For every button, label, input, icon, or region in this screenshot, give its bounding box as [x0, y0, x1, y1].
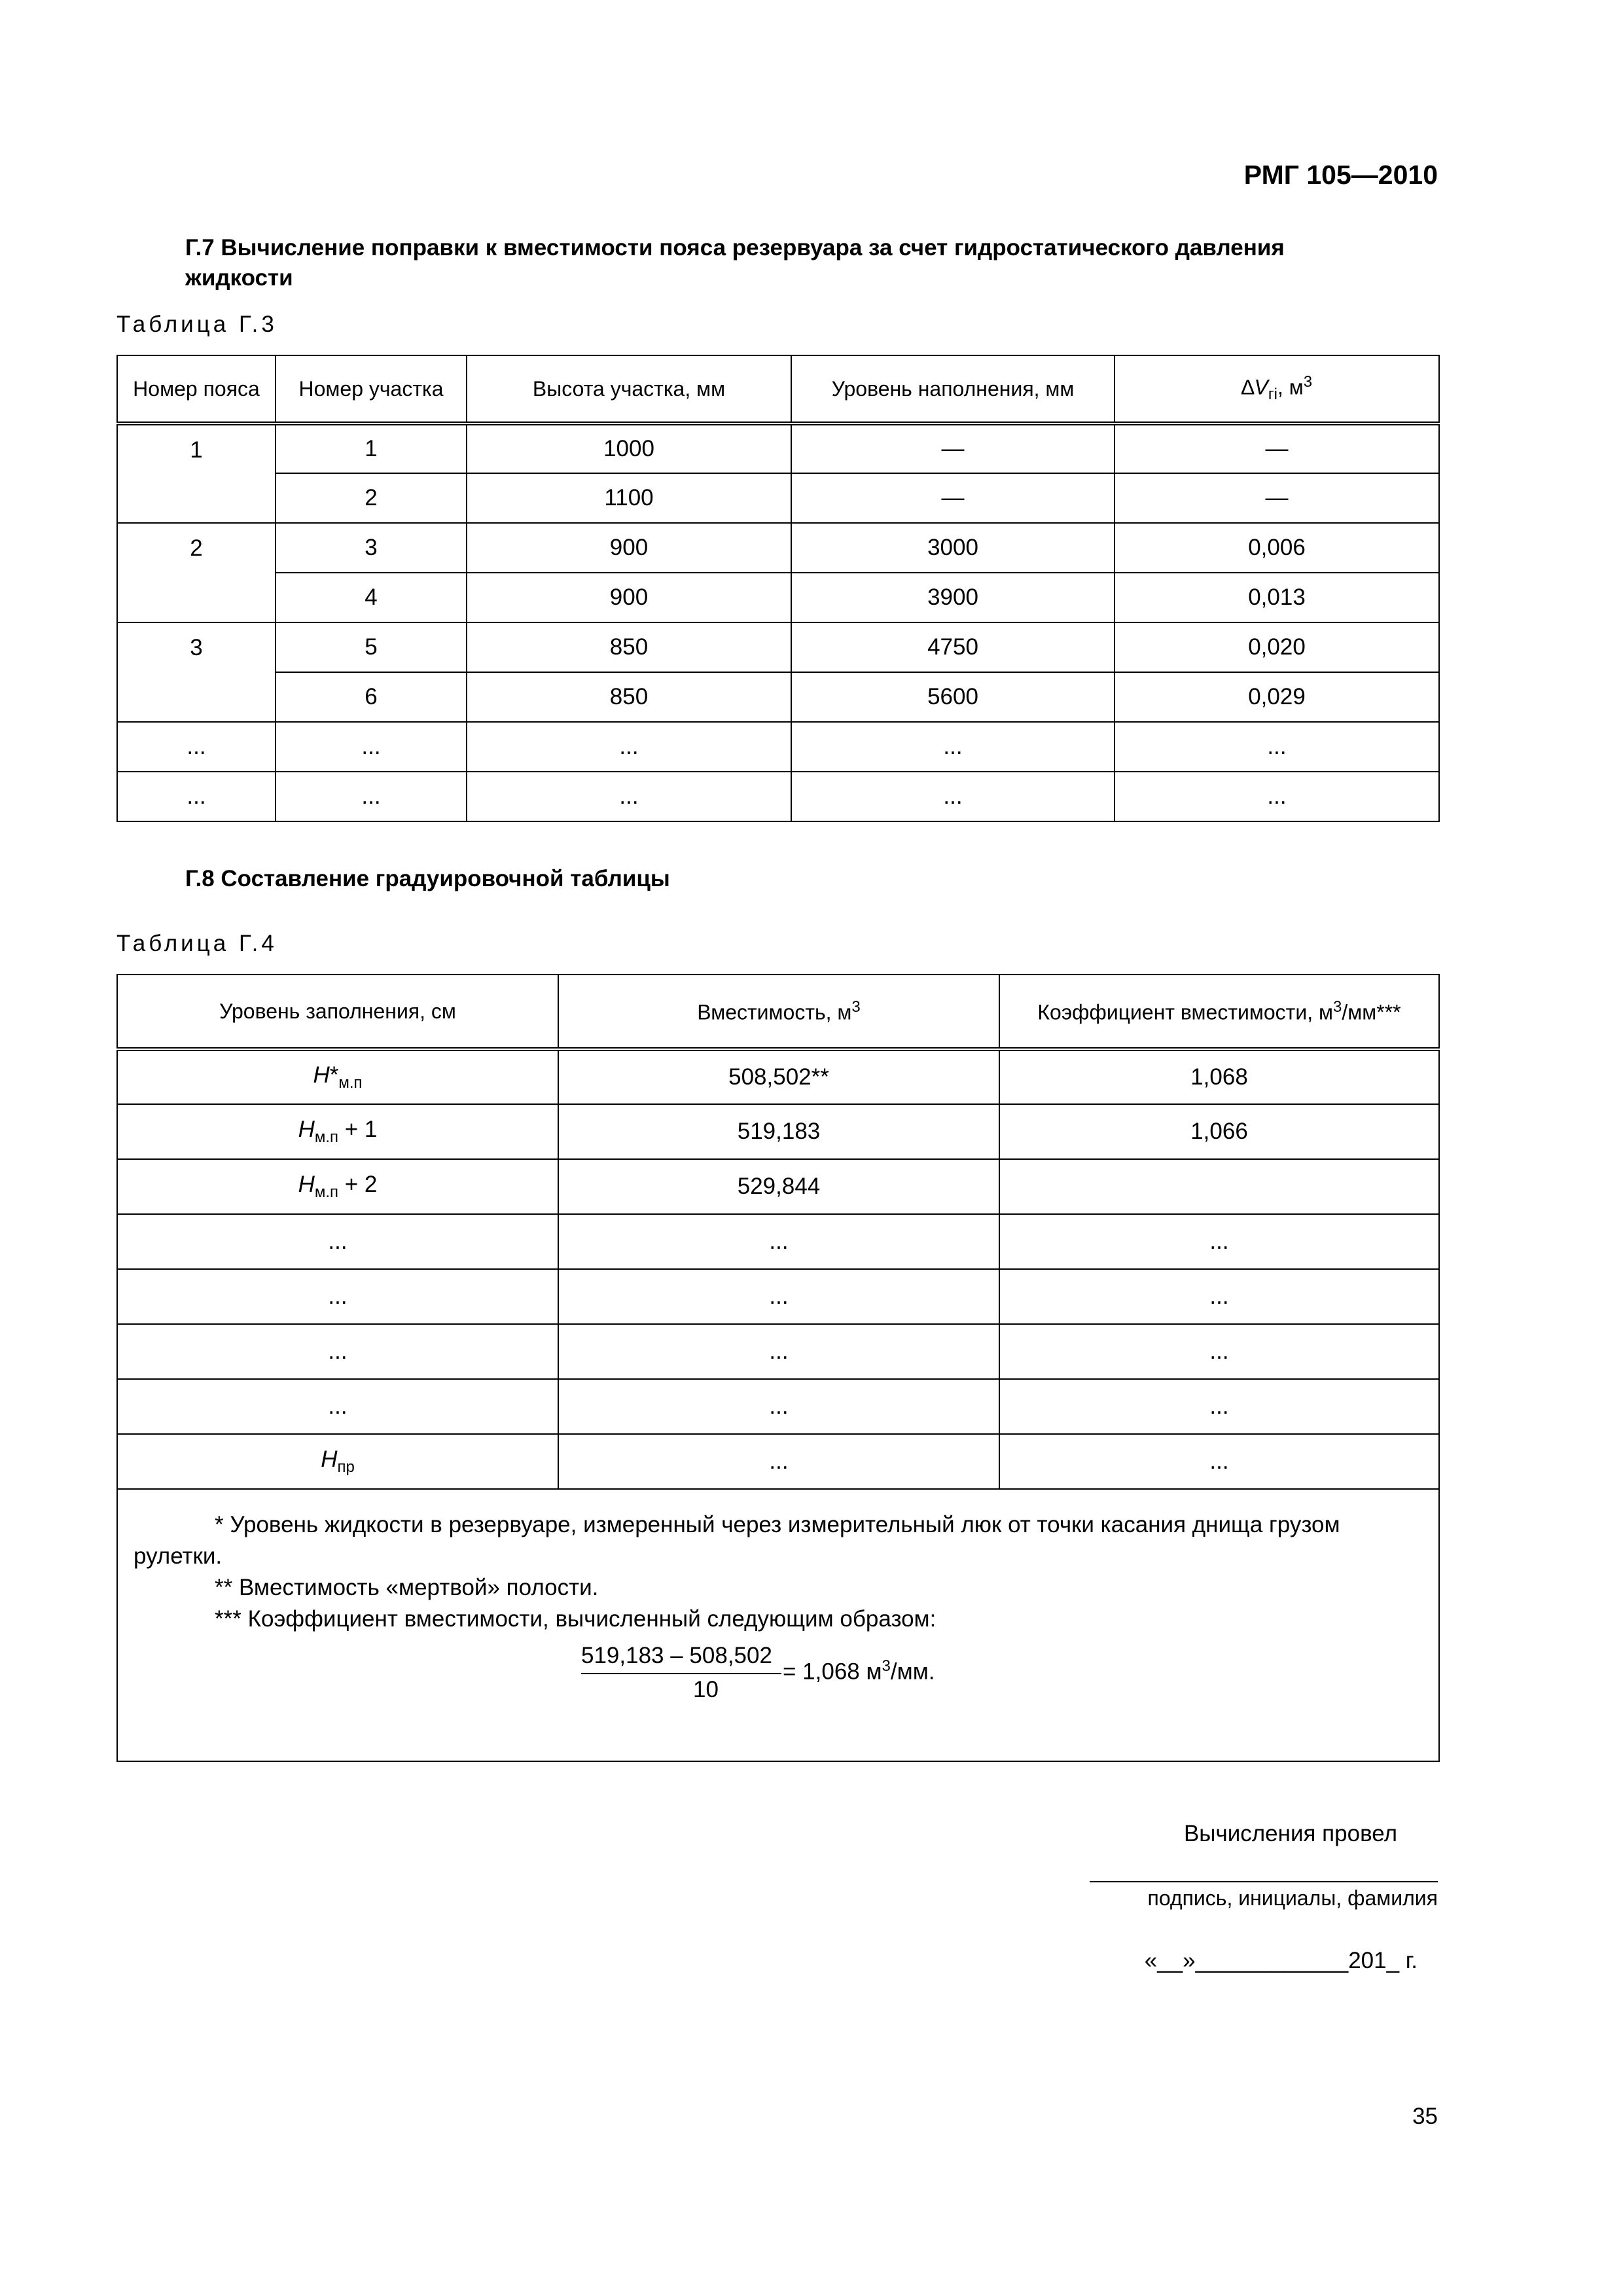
table-row: [117, 523, 1439, 573]
g3-section-cell: 4: [276, 573, 467, 622]
g3-delta-cell: ...: [1115, 722, 1439, 772]
g3-height-cell: ...: [467, 722, 791, 772]
g4-capacity-cell: ...: [558, 1324, 999, 1379]
g4-capacity-cell: ...: [558, 1269, 999, 1324]
g4-level-cell: $H*_{м.п}$: [117, 1049, 558, 1104]
g3-delta-cell: 0,029: [1115, 672, 1439, 722]
g4-capacity-cell: ...: [558, 1434, 999, 1489]
g3-level-cell: —: [791, 473, 1115, 523]
g4-coef-cell: 1,068: [999, 1049, 1439, 1104]
computed-by-label: Вычисления провел: [1183, 1821, 1397, 1846]
g3-header-level: Уровень наполнения, мм: [791, 355, 1115, 423]
g4-coef-cell: ...: [999, 1434, 1439, 1489]
g4-coef-cell: ...: [999, 1379, 1439, 1434]
g3-belt-cell: 1: [117, 423, 276, 523]
signature-caption: подпись, инициалы, фамилия: [1147, 1886, 1438, 1910]
g3-delta-cell: 0,020: [1115, 622, 1439, 672]
signature-line: [1090, 1881, 1438, 1882]
fraction-bar: [581, 1673, 781, 1674]
g3-level-cell: 3000: [791, 523, 1115, 573]
table-g4-notes: [117, 1489, 1439, 1761]
g4-capacity-cell: 529,844: [558, 1159, 999, 1214]
g4-level-cell: ...: [117, 1214, 558, 1269]
g3-belt-cell: 3: [117, 622, 276, 722]
document-code: РМГ 105—2010: [1243, 160, 1438, 190]
g3-height-cell: 850: [467, 672, 791, 722]
table-g4-caption: Таблица Г.4: [116, 931, 277, 956]
g4-coef-cell: ...: [999, 1269, 1439, 1324]
g4-capacity-cell: 519,183: [558, 1104, 999, 1159]
section-g7-title: [185, 233, 1285, 293]
g3-header-section: Номер участка: [276, 355, 467, 423]
g4-level-cell: ...: [117, 1269, 558, 1324]
table-g3-header-row: [117, 355, 1439, 423]
g3-delta-cell: —: [1115, 473, 1439, 523]
table-row: [117, 573, 1439, 622]
formula-numerator: 519,183 – 508,502: [581, 1643, 772, 1668]
g3-section-cell: ...: [276, 772, 467, 821]
table-row: [117, 1159, 1439, 1214]
g3-delta-cell: 0,006: [1115, 523, 1439, 573]
g3-section-cell: 5: [276, 622, 467, 672]
g3-header-height: Высота участка, мм: [467, 355, 791, 423]
table-row: [117, 1049, 1439, 1104]
g4-level-cell: $H_{м.п} + 1$: [117, 1104, 558, 1159]
g3-section-cell: 3: [276, 523, 467, 573]
delta-var: V: [1254, 376, 1268, 400]
g3-level-cell: 3900: [791, 573, 1115, 622]
g3-section-cell: 6: [276, 672, 467, 722]
note-3: *** Коэффициент вместимости, вычисленный следующим образом:: [215, 1606, 936, 1632]
note-1: * Уровень жидкости в резервуаре, измеренный через измерительный люк от точки касания днища грузом рулетки.: [134, 1512, 1340, 1569]
formula-result: = 1,068 $м^3/мм$.: [783, 1657, 935, 1685]
table-g4-header-row: [117, 975, 1439, 1049]
delta-sub: гi: [1268, 386, 1277, 404]
g3-level-cell: 5600: [791, 672, 1115, 722]
g3-section-cell: 2: [276, 473, 467, 523]
table-row: [117, 772, 1439, 821]
table-row: [117, 1269, 1439, 1324]
g3-belt-cell: ...: [117, 772, 276, 821]
table-row: [117, 423, 1439, 473]
g4-level-cell: $H_{м.п} + 2$: [117, 1159, 558, 1214]
table-g3: [116, 355, 1440, 822]
g4-header-coefficient: Коэффициент вместимости, $м^3/мм***$: [999, 975, 1439, 1049]
table-row: [117, 1214, 1439, 1269]
table-g4: [116, 974, 1440, 1762]
table-g3-caption: Таблица Г.3: [116, 312, 277, 337]
page-number: 35: [1412, 2104, 1438, 2129]
g3-height-cell: 1100: [467, 473, 791, 523]
g4-header-level: Уровень заполнения, см: [117, 975, 558, 1049]
g3-delta-cell: —: [1115, 423, 1439, 473]
formula-denominator: 10: [693, 1677, 719, 1702]
delta-symbol: ∆: [1241, 376, 1255, 400]
g3-height-cell: 1000: [467, 423, 791, 473]
section-g7-title-line1: Г.7 Вычисление поправки к вместимости пояса резервуара за счет гидростатического давления: [185, 235, 1285, 260]
table-row: [117, 622, 1439, 672]
delta-unit: , м: [1277, 376, 1304, 400]
g4-capacity-cell: 508,502**: [558, 1049, 999, 1104]
table-row: [117, 473, 1439, 523]
delta-sup: 3: [1303, 373, 1313, 391]
g3-header-belt: Номер пояса: [117, 355, 276, 423]
table-g4-notes-row: [117, 1489, 1439, 1761]
g3-level-cell: 4750: [791, 622, 1115, 672]
g3-height-cell: 900: [467, 523, 791, 573]
g4-header-capacity: Вместимость, $м^3$: [558, 975, 999, 1049]
g3-height-cell: ...: [467, 772, 791, 821]
note-2: ** Вместимость «мертвой» полости.: [215, 1575, 599, 1600]
g4-capacity-cell: ...: [558, 1379, 999, 1434]
section-g7-title-line2: жидкости: [185, 265, 293, 291]
g4-coef-cell: 1,066: [999, 1104, 1439, 1159]
g3-level-cell: —: [791, 423, 1115, 473]
table-row: [117, 1379, 1439, 1434]
g3-level-cell: ...: [791, 772, 1115, 821]
g3-delta-cell: ...: [1115, 772, 1439, 821]
date-line: «__»____________201_ г.: [1144, 1948, 1418, 1973]
g4-level-cell: ...: [117, 1379, 558, 1434]
g3-header-delta-v: [1115, 355, 1439, 423]
g4-coef-cell: ...: [999, 1324, 1439, 1379]
g4-level-cell: $H_{пр}$: [117, 1434, 558, 1489]
table-row: [117, 1434, 1439, 1489]
table-row: [117, 1324, 1439, 1379]
g4-coef-cell: ...: [999, 1214, 1439, 1269]
coefficient-formula: [134, 1643, 1423, 1708]
table-row: [117, 672, 1439, 722]
table-row: [117, 1104, 1439, 1159]
g4-capacity-cell: ...: [558, 1214, 999, 1269]
g3-belt-cell: ...: [117, 722, 276, 772]
g3-height-cell: 850: [467, 622, 791, 672]
g3-height-cell: 900: [467, 573, 791, 622]
g3-section-cell: ...: [276, 722, 467, 772]
g4-level-cell: ...: [117, 1324, 558, 1379]
g3-delta-cell: 0,013: [1115, 573, 1439, 622]
g3-section-cell: 1: [276, 423, 467, 473]
g4-coef-cell: [999, 1159, 1439, 1214]
g3-belt-cell: 2: [117, 523, 276, 622]
g3-level-cell: ...: [791, 722, 1115, 772]
section-g8-title: Г.8 Составление градуировочной таблицы: [185, 866, 670, 891]
table-row: [117, 722, 1439, 772]
